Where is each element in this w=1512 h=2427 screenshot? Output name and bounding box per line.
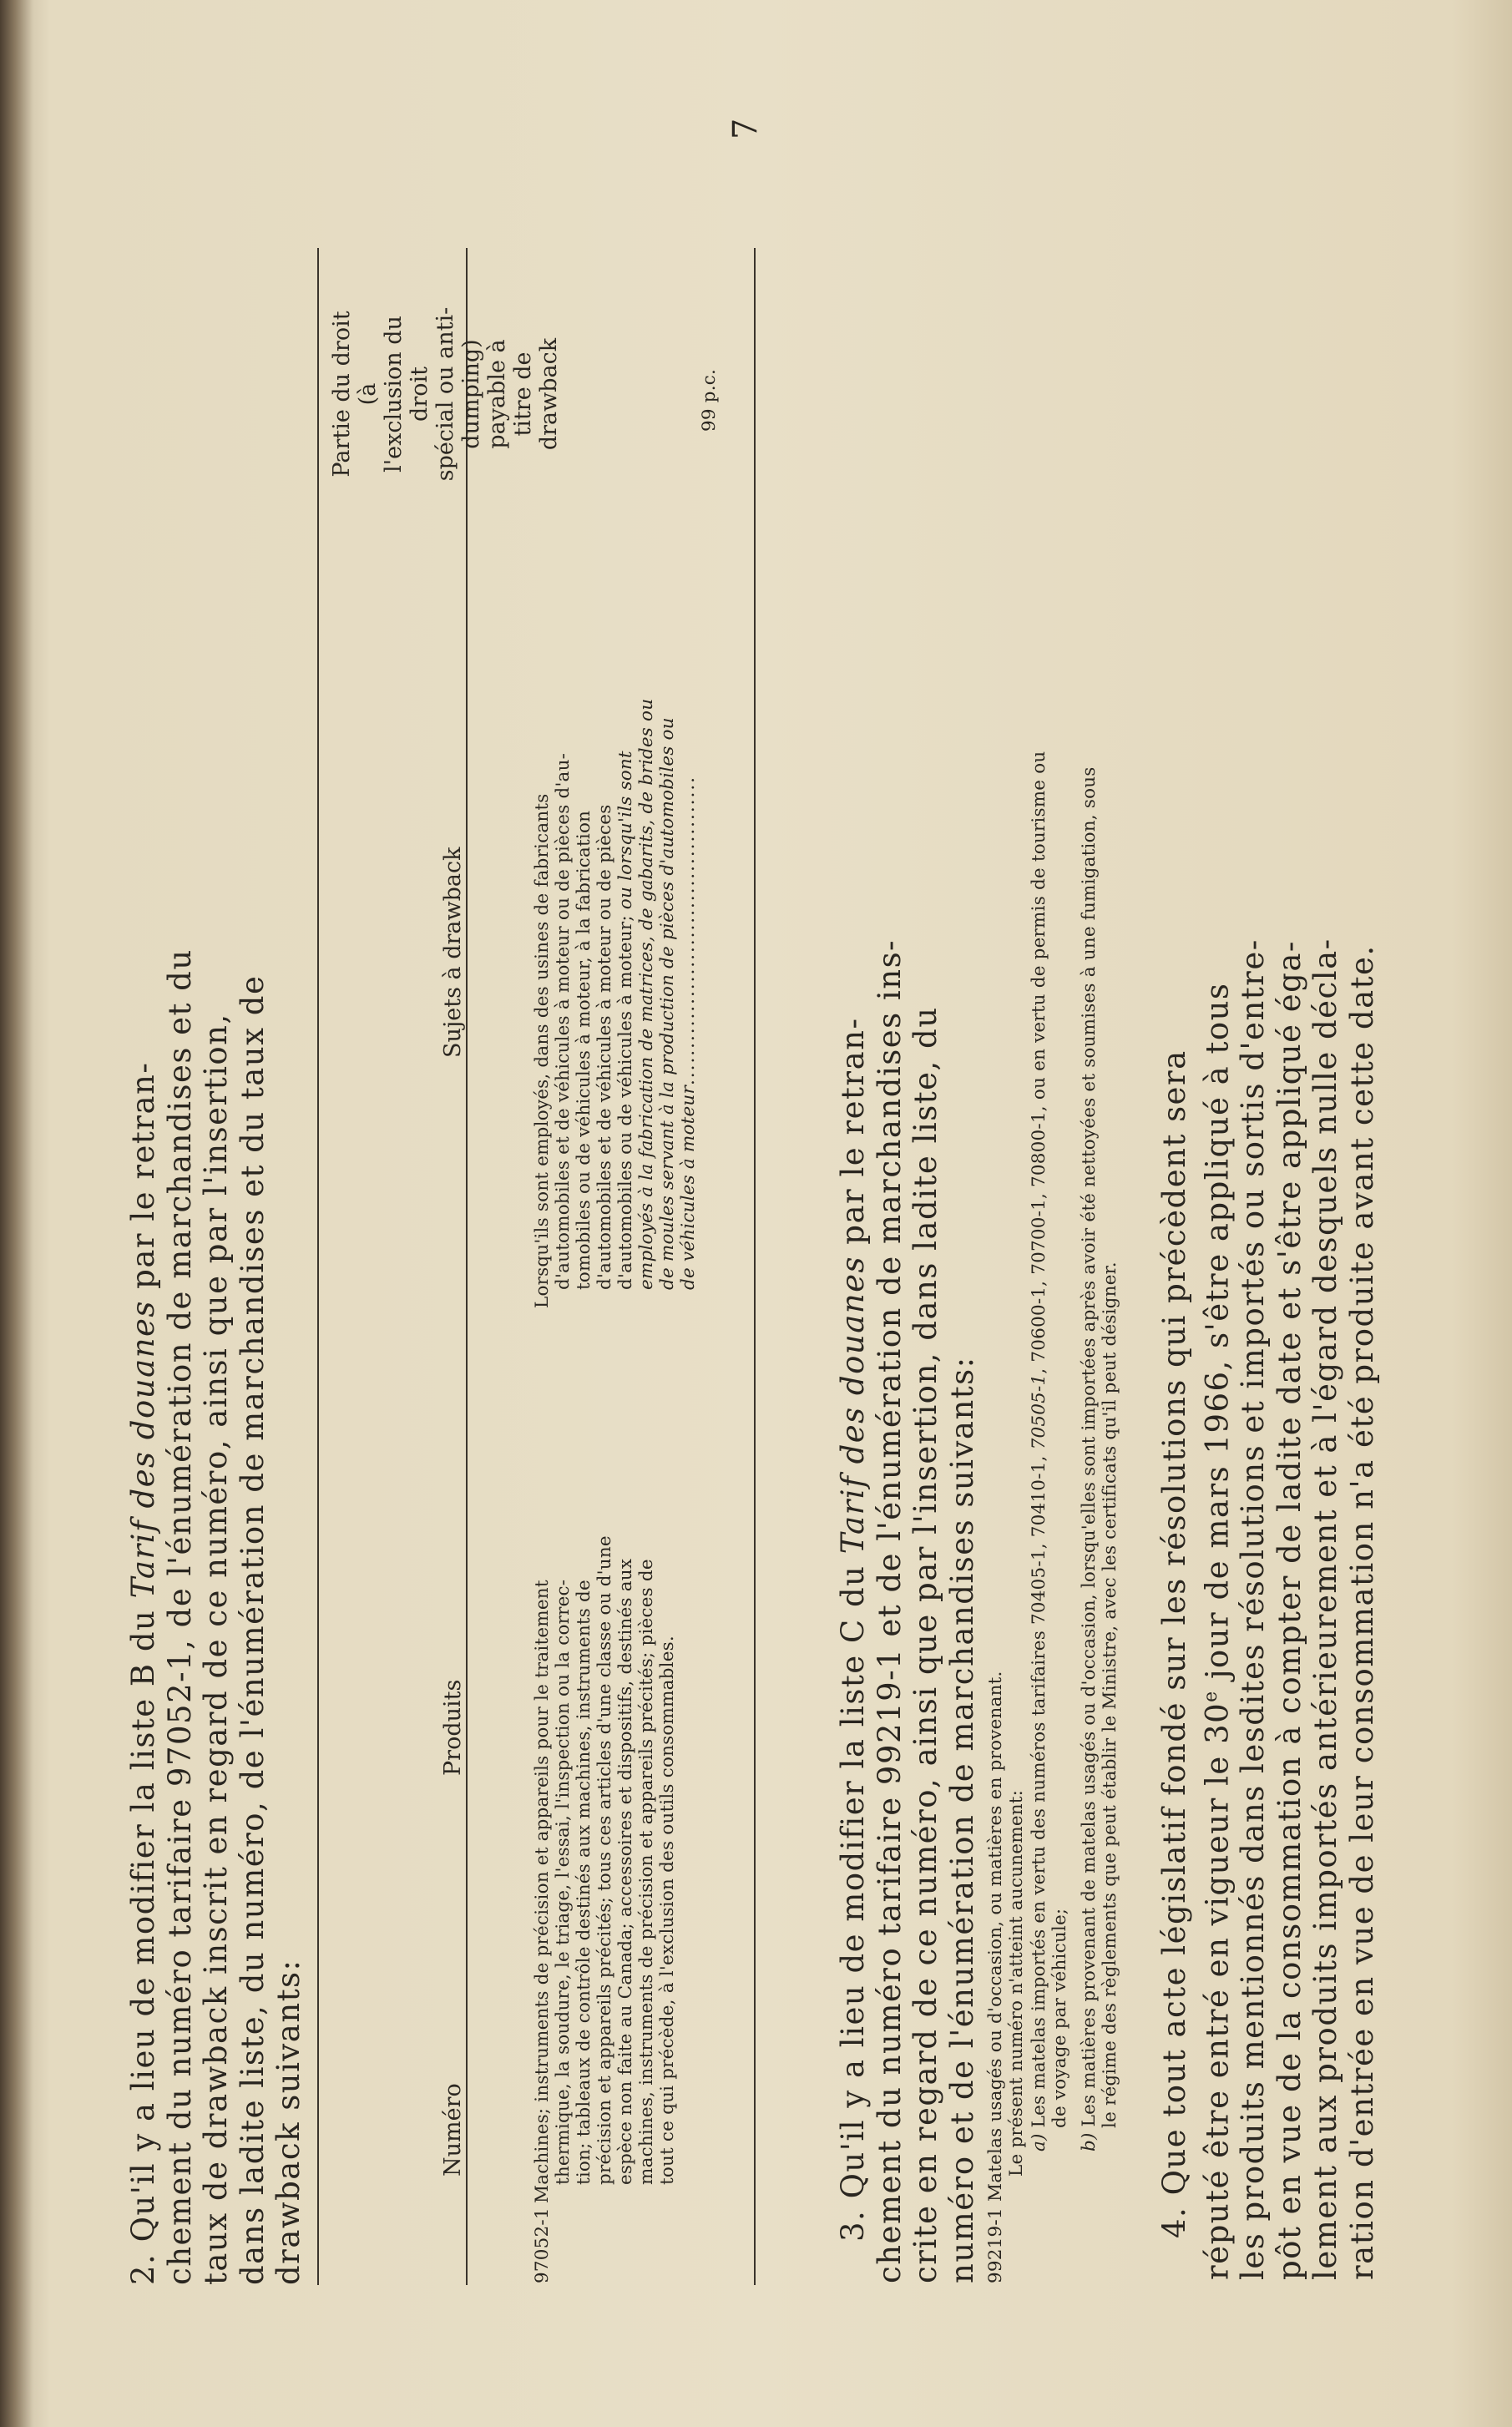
item-99219-title: Matelas usagés ou d'occasion, ou matières en provenant. xyxy=(985,1671,1006,2202)
row-produits: Machines; instruments de précision et appareils pour le traitement thermique, la soudure, le triage, l'essai, l'inspection ou la correc- tion; tableaux de contrôle destinés aux machines, instruments de précision et appareils précités; tous ces articles d'une classe ou d'une espèce non faite au Canada; accessoires et dispositifs, destinés aux machines, instruments de précision et appareils précités; pièces de tout ce qui précède, à l'exclusion des outils consommables. xyxy=(532,1535,678,2203)
paragraph-3: 3. Qu'il y a lieu de modifier la liste C du Tarif des douanes par le retran- chement du numéro tarifaire 99219-1 et de l'énumération de marchandises ins- crite en regard de ce numéro, ainsi que par l'insertion, dans ladite liste, du numéro et de l'énumération de marchandises suivants: xyxy=(835,938,980,2283)
row-taux: 99 p.c. xyxy=(699,368,720,432)
paragraph-4: 4. Que tout acte législatif fondé sur les résolutions qui précèdent sera réputé être entré en vigueur le 30e jour de mars 1966, s'être appliqué à tous les produits mentionnés dans lesdites résolutions et importés ou sortis d'entre- pôt en vue de la consommation à compter de ladite date et s'être appliqué éga- lement aux produits importés antérieurement et à l'égard desquels nulle décla- ration d'entrée en vue de leur consommation n'a été produite avant cette date. xyxy=(1156,938,1380,2280)
table-header-rule xyxy=(466,248,468,2285)
row-numero: 97052-1 xyxy=(532,2207,553,2283)
paragraph-2-line-3: taux de drawback inscrit en regard de ce numéro, ainsi que par l'insertion, xyxy=(198,1013,234,2285)
paragraph-2-line-1: 2. Qu'il y a lieu de modifier la liste B du Tarif des douanes par le retran- xyxy=(125,1061,161,2285)
header-produits: Produits xyxy=(440,1679,466,1776)
header-numero: Numéro xyxy=(440,2083,466,2177)
paragraph-2-line-4: dans ladite liste, du numéro, de l'énumération de marchandises et du taux de xyxy=(234,974,271,2285)
item-99219-a: a) Les matelas importés en vertu des numéros tarifaires 70405-1, 70410-1, 70505-1, 70600-1, 70700-1, 70800-1, ou en vertu de permis de tourisme ou de voyage par véhicule; xyxy=(1029,751,1070,2151)
item-99219-numero: 99219-1 xyxy=(985,2207,1006,2283)
header-sujets: Sujets à drawback xyxy=(440,847,466,1058)
paragraph-2-line-5: drawback suivants: xyxy=(271,1959,306,2285)
page-number: 7 xyxy=(726,118,765,139)
paragraph-2 xyxy=(125,231,307,2285)
paragraph-2-line-2: chement du numéro tarifaire 97052-1, de l'énumération de marchandises et du xyxy=(161,948,198,2285)
item-99219-b: b) Les matières provenant de matelas usagés ou d'occasion, lorsqu'elles sont importées après avoir été nettoyées et soumises à une fumigation, sous le régime des règlements que peut établir le Ministre, avec les certificats qu'il peut désigner. xyxy=(1079,766,1120,2151)
item-99219-intro: Le présent numéro n'atteint aucunement: xyxy=(1006,1789,1027,2177)
header-partie: Partie du droit (à l'exclusion du droit spécial ou anti- dumping) payable à titre de drawback xyxy=(329,306,562,482)
table-top-rule xyxy=(317,248,319,2285)
row-sujets: Lorsqu'ils sont employés, dans des usines de fabricants d'automobiles et de véhicules à moteur ou de pièces d'au- tomobiles ou de véhicules à moteur, à la fabrication d'automobiles et de véhicules à moteur ou de pièces d'automobiles ou de véhicules à moteur; ou lorsqu'ils sont employés à la fabrication de matrices, de gabarits, de brides ou de moules servant à la production de pièces d'automobiles ou de véhicules à moteur.......................................... xyxy=(532,698,699,1308)
table-bottom-rule xyxy=(754,248,756,2285)
